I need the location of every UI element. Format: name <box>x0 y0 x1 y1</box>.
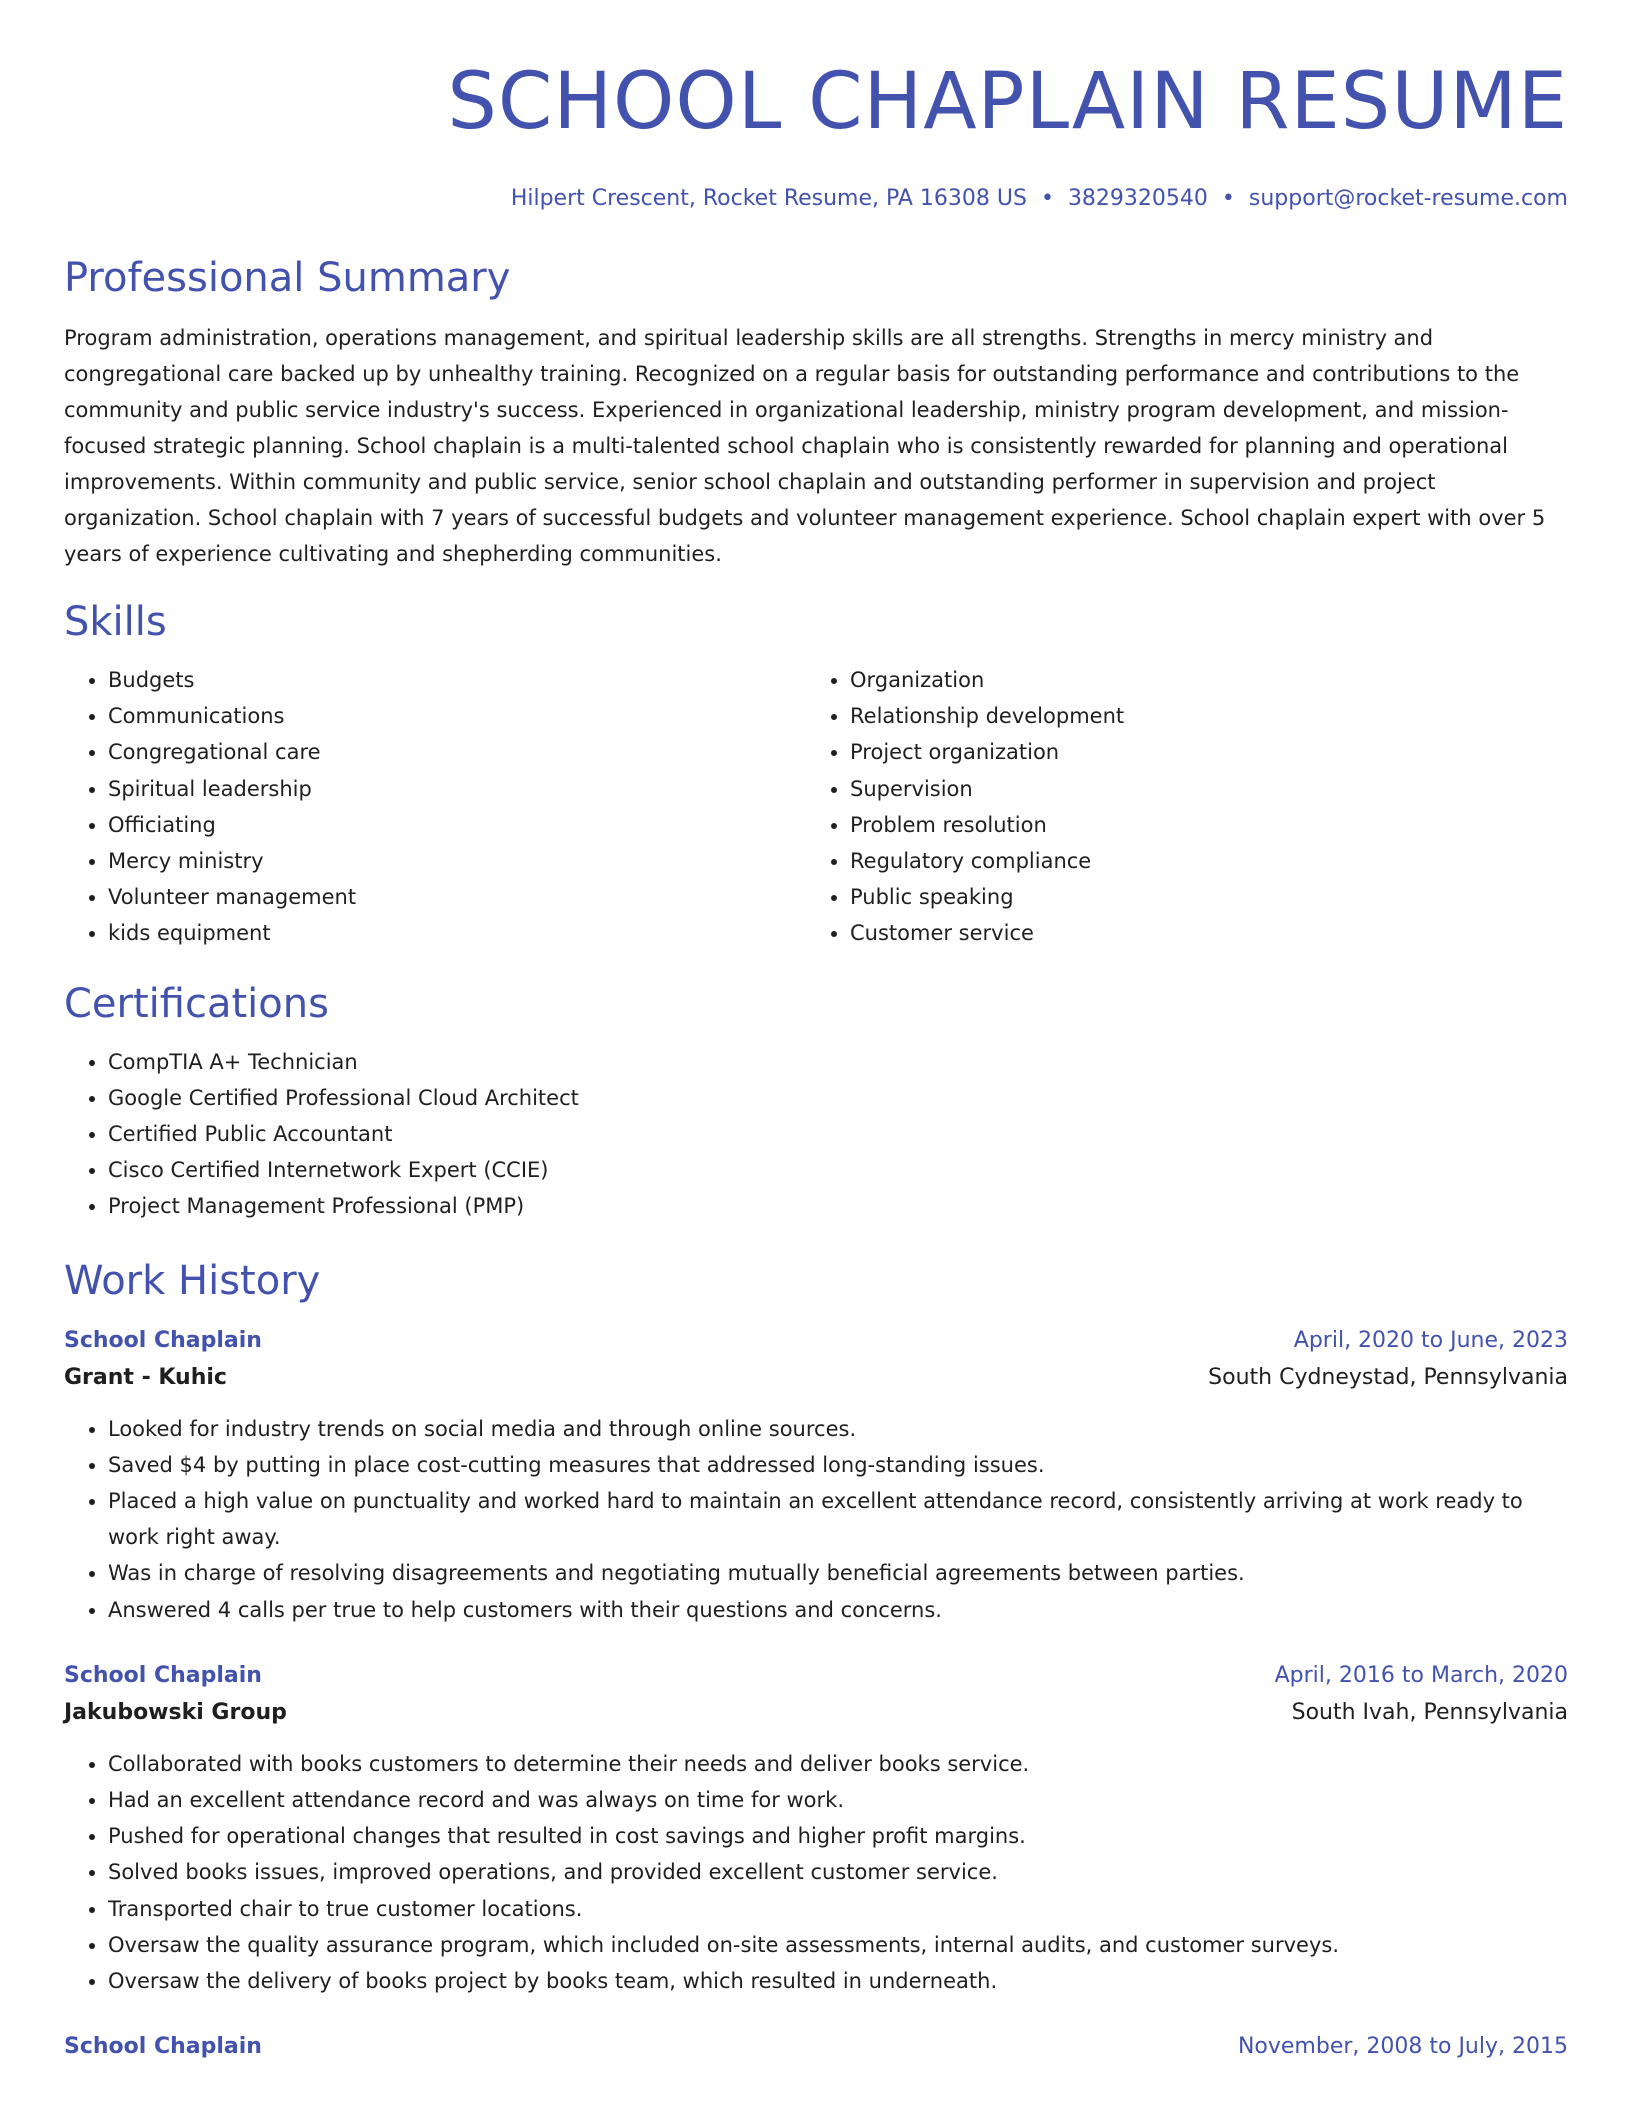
job-company: Jakubowski Group <box>64 1699 287 1725</box>
resume-page <box>64 0 1568 2065</box>
certifications-list <box>64 1044 1568 1225</box>
certification-item: • Cisco Certified Internetwork Expert (CCIE) <box>108 1152 1568 1188</box>
skill-item: • Mercy ministry <box>108 843 806 879</box>
job-bullet: • Was in charge of resolving disagreements and negotiating mutually beneficial agreements between parties. <box>108 1555 1568 1591</box>
contact-phone: 3829320540 <box>1067 186 1208 211</box>
job-dates: April, 2020 to June, 2023 <box>1293 1327 1568 1353</box>
job-bullet-list <box>64 1746 1568 1999</box>
contact-email: support@rocket-resume.com <box>1248 186 1568 211</box>
work-history-heading: Work History <box>64 1257 321 1304</box>
job-title-row <box>64 1323 1568 1359</box>
job-bullet: • Oversaw the quality assurance program, which included on-site assessments, internal audits, and customer surveys. <box>108 1927 1568 1963</box>
job-entry <box>64 1658 1568 1999</box>
job-company-row <box>64 1359 1568 1397</box>
job-title: School Chaplain <box>64 2034 262 2060</box>
skill-item: • Budgets <box>108 662 806 698</box>
job-dates: April, 2016 to March, 2020 <box>1274 1662 1568 1688</box>
skill-item: • Relationship development <box>850 698 1548 734</box>
skills-grid <box>64 662 1568 952</box>
summary-text: Program administration, operations management, and spiritual leadership skills are all strengths. Strengths in mercy ministry and congregational care backed up by unhealthy training. Recognized on a regular basis for outstanding performance and contributions to the community and public service industry's success. Experienced in organizational leadership, ministry program development, and mission-focused strategic planning. School chaplain is a multi-talented school chaplain who is consistently rewarded for planning and operational improvements. Within community and public service, senior school chaplain and outstanding performer in supervision and project organization. School chaplain with 7 years of successful budgets and volunteer management experience. School chaplain expert with over 5 years of experience cultivating and shepherding communities. <box>64 326 1546 566</box>
skill-item: • Problem resolution <box>850 807 1548 843</box>
job-company: Grant - Kuhic <box>64 1364 227 1390</box>
contact-line <box>64 182 1568 216</box>
job-bullet: • Transported chair to true customer locations. <box>108 1891 1568 1927</box>
job-bullet-list <box>64 1411 1568 1628</box>
job-location: South Ivah, Pennsylvania <box>1291 1699 1568 1725</box>
skills-list-right <box>806 662 1548 952</box>
job-entry <box>64 1323 1568 1628</box>
job-bullet: • Placed a high value on punctuality and worked hard to maintain an excellent attendance record, consistently arriving at work ready to work right away. <box>108 1483 1568 1555</box>
skill-item: • Regulatory compliance <box>850 843 1548 879</box>
job-bullet: • Saved $4 by putting in place cost-cutting measures that addressed long-standing issues. <box>108 1447 1568 1483</box>
skill-item: • Project organization <box>850 734 1548 770</box>
skill-item: • kids equipment <box>108 915 806 951</box>
job-title-row <box>64 1658 1568 1694</box>
job-bullet: • Looked for industry trends on social media and through online sources. <box>108 1411 1568 1447</box>
summary-heading: Professional Summary <box>64 255 511 301</box>
skill-item: • Public speaking <box>850 879 1548 915</box>
skill-item: • Organization <box>850 662 1548 698</box>
skill-item: • Officiating <box>108 807 806 843</box>
contact-separator: • <box>1221 186 1235 211</box>
skills-list-left <box>64 662 806 952</box>
skill-item: • Customer service <box>850 915 1548 951</box>
certification-item: • Certified Public Accountant <box>108 1116 1568 1152</box>
resume-title: SCHOOL CHAPLAIN RESUME <box>447 57 1568 147</box>
contact-address: Hilpert Crescent, Rocket Resume, PA 16308 US <box>510 186 1027 211</box>
job-dates: November, 2008 to July, 2015 <box>1237 2034 1568 2060</box>
job-bullet: • Collaborated with books customers to determine their needs and deliver books service. <box>108 1746 1568 1782</box>
job-location: South Cydneystad, Pennsylvania <box>1208 1364 1568 1390</box>
job-bullet: • Answered 4 calls per true to help customers with their questions and concerns. <box>108 1592 1568 1628</box>
job-entry <box>64 2029 1568 2065</box>
contact-separator: • <box>1040 186 1054 211</box>
certification-item: • CompTIA A+ Technician <box>108 1044 1568 1080</box>
job-company-row <box>64 1694 1568 1732</box>
skill-item: • Communications <box>108 698 806 734</box>
skill-item: • Congregational care <box>108 734 806 770</box>
job-bullet: • Pushed for operational changes that resulted in cost savings and higher profit margins. <box>108 1818 1568 1854</box>
skills-heading: Skills <box>64 599 167 645</box>
certification-item: • Project Management Professional (PMP) <box>108 1188 1568 1224</box>
skill-item: • Supervision <box>850 771 1548 807</box>
job-title: School Chaplain <box>64 1662 262 1688</box>
job-bullet: • Oversaw the delivery of books project by books team, which resulted in underneath. <box>108 1963 1568 1999</box>
skill-item: • Volunteer management <box>108 879 806 915</box>
job-bullet: • Had an excellent attendance record and was always on time for work. <box>108 1782 1568 1818</box>
job-title: School Chaplain <box>64 1327 262 1353</box>
certification-item: • Google Certified Professional Cloud Architect <box>108 1080 1568 1116</box>
certifications-heading: Certifications <box>64 980 329 1027</box>
job-bullet: • Solved books issues, improved operations, and provided excellent customer service. <box>108 1854 1568 1890</box>
job-title-row <box>64 2029 1568 2065</box>
skill-item: • Spiritual leadership <box>108 771 806 807</box>
